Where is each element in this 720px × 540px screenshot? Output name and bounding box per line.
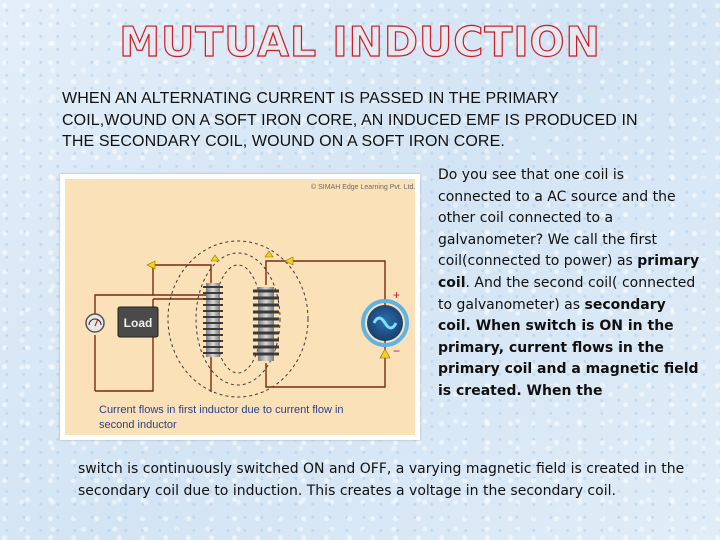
load-label: Load: [123, 316, 153, 330]
primary-coil: [203, 283, 223, 357]
side-text-3: When switch is ON in the primary, current flows in the primary coil and a magnetic field is created. When the: [438, 318, 699, 399]
minus-sign: −: [393, 344, 401, 358]
slide-title: MUTUAL INDUCTION: [119, 18, 601, 66]
diagram-caption-line2: second inductor: [99, 419, 177, 431]
copyright-text: © SIMAH Edge Learning Pvt. Ltd.: [311, 184, 416, 191]
mutual-induction-diagram: [60, 174, 420, 440]
primary-coil-term: primary coil: [438, 253, 700, 291]
intro-paragraph: WHEN AN ALTERNATING CURRENT IS PASSED IN THE PRIMARY COIL,WOUND ON A SOFT IRON CORE, AN INDUCED EMF IS PRODUCED IN THE SECONDARY COIL, WOUND ON A SOFT IRON CORE.: [62, 90, 638, 150]
side-paragraph: [438, 165, 700, 403]
side-text-1: Do you see that one coil is connected to a AC source and the other coil connected to a galvanometer? We call the first coil(connected to power) as: [438, 167, 676, 270]
secondary-coil-term: secondary coil.: [438, 296, 666, 335]
diagram-svg: [63, 177, 417, 437]
ac-source-icon: [363, 301, 407, 345]
side-text-2: . And the second coil( connected to galvanometer) as: [438, 274, 696, 313]
bottom-paragraph: switch is continuously switched ON and OFF, a varying magnetic field is created in the secondary coil due to induction. This creates a voltage in the secondary coil.: [78, 461, 685, 499]
diagram-caption-line1: Current flows in first inductor due to current flow in: [99, 404, 344, 416]
galvanometer-icon: [86, 314, 104, 332]
plus-sign: +: [393, 288, 401, 302]
